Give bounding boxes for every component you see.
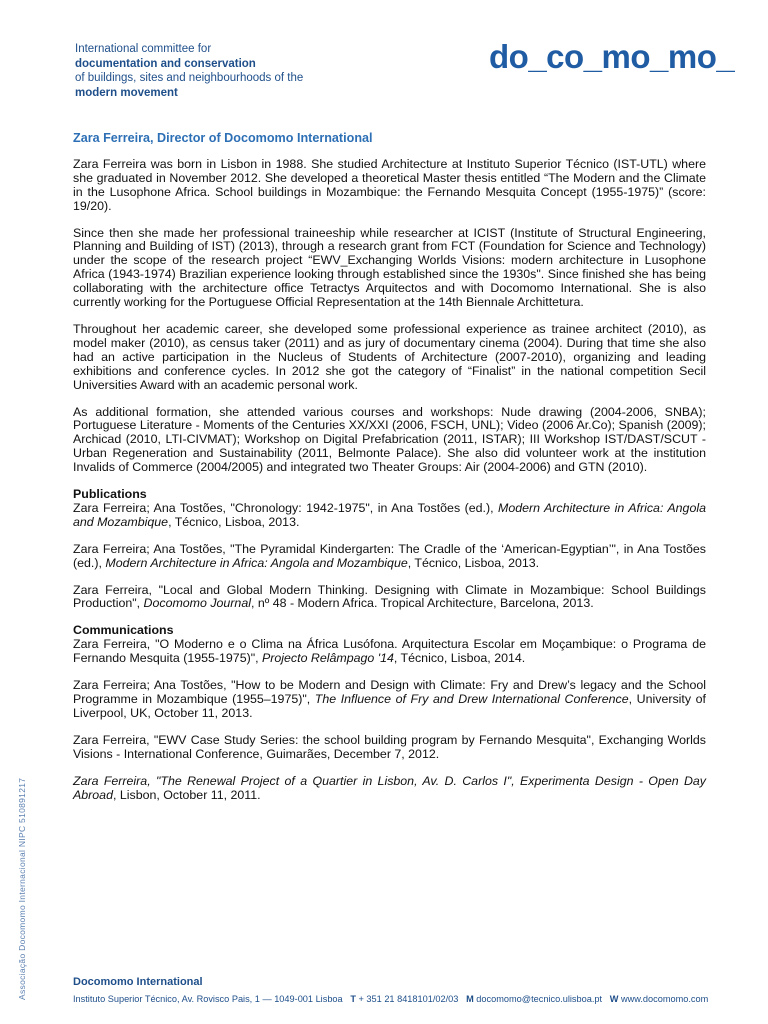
tagline-line-1: International committee for xyxy=(75,43,212,55)
communication-item: Zara Ferreira, "EWV Case Study Series: the school building program by Fernando Mesquita", Exchanging Worlds Visions - International Conference, Guimarães, December 7, 2012. xyxy=(73,732,706,761)
document-body xyxy=(73,132,706,815)
tagline-line-4: modern movement xyxy=(75,86,178,99)
footer-address: Instituto Superior Técnico, Av. Rovisco Pais, 1 — 1049-001 Lisboa xyxy=(73,994,343,1004)
phone-label: T xyxy=(350,994,356,1004)
bio-paragraph: Since then she made her professional traineeship while researcher at ICIST (Institute of Structural Engineering, Planning and Building of IST) (2013), through a research grant from FCT (Foundation for Science and Technology) under the scope of the research project “EWV_Exchanging Worlds Visions: modern architecture in Lusophone Africa (1943-1974) Brazilian experience looking through established since the 1930s". Since finished she has being collaborating with the architecture office Tetractys Arquitectos and with Docomomo International. She is also currently working for the Portuguese Official Representation at the 14th Biennale Archittetura. xyxy=(73,225,706,310)
sidebar-registration-text: Associação Docomomo Internacional NIPC 510891217 xyxy=(17,777,27,1000)
publication-item: Zara Ferreira; Ana Tostões, "Chronology: 1942-1975", in Ana Tostões (ed.), Modern Architecture in Africa: Angola and Mozambique, Técnico, Lisboa, 2013. xyxy=(73,500,706,529)
email-label: M xyxy=(466,994,474,1004)
communication-item: Zara Ferreira, "The Renewal Project of a Quartier in Lisbon, Av. D. Carlos I", Experimenta Design - Open Day Abroad, Lisbon, October 11, 2011. xyxy=(73,773,706,802)
publication-item: Zara Ferreira, "Local and Global Modern Thinking. Designing with Climate in Mozambique: School Buildings Production", Docomomo Journal, nº 48 - Modern Africa. Tropical Architecture, Barcelona, 2013. xyxy=(73,582,706,611)
communication-item: Zara Ferreira, "O Moderno e o Clima na África Lusófona. Arquitectura Escolar em Moçambique: o Programa de Fernando Mesquita (1955-1975)", Projecto Relâmpago '14, Técnico, Lisboa, 2014. xyxy=(73,637,706,666)
header-tagline xyxy=(75,42,303,100)
footer-phone: + 351 21 8418101/02/03 xyxy=(358,994,459,1004)
tagline-line-3: of buildings, sites and neighbourhoods of the xyxy=(75,72,304,84)
page-title: Zara Ferreira, Director of Docomomo International xyxy=(73,131,373,145)
footer-website[interactable]: www.docomomo.com xyxy=(620,994,709,1004)
communication-item: Zara Ferreira; Ana Tostões, "How to be Modern and Design with Climate: Fry and Drew’s legacy and the School Programme in Mozambique (1955–1975)", The Influence of Fry and Drew International Conference, University of Liverpool, UK, October 11, 2013. xyxy=(73,678,706,720)
footer-contact xyxy=(73,994,708,1004)
publications-heading: Publications xyxy=(73,487,147,502)
footer-email[interactable]: docomomo@tecnico.ulisboa.pt xyxy=(476,994,603,1004)
bio-paragraph: As additional formation, she attended various courses and workshops: Nude drawing (2004-2006, SNBA); Portuguese Literature - Moments of the Centuries XX/XXI (2006, FSCH, UNL); Video (2006 Ar.Co); Spanish (2009); Archicad (2010, LTI-CIVMAT); Workshop on Digital Prefabrication (2011, ISTAR); III Workshop IST/DAST/SCUT - Urban Regeneration and Sustainability (2011, Belmonte Palace). She also did volunteer work at the institution Invalids of Commerce (2004/2005) and integrated two Theater Groups: Air (2004-2006) and GTN (2010). xyxy=(73,404,706,475)
bio-paragraph: Throughout her academic career, she developed some professional experience as trainee architect (2010), as model maker (2010), as census taker (2011) and as jury of documentary cinema (2004). During that time she also had an active participation in the Nucleus of Students of Architecture (2007-2010), organizing and leading exhibitions and conference cycles. In 2012 she got the category of “Finalist” in the national competition Secil Universities Award with an academic personal work. xyxy=(73,321,706,392)
communications-heading: Communications xyxy=(73,623,174,638)
docomomo-logo: do_co_mo_mo_ xyxy=(489,38,735,75)
publication-item: Zara Ferreira; Ana Tostões, "The Pyramidal Kindergarten: The Cradle of the ‘American-Egyptian’", in Ana Tostões (ed.), Modern Architecture in Africa: Angola and Mozambique, Técnico, Lisboa, 2013. xyxy=(73,541,706,570)
footer-title: Docomomo International xyxy=(73,976,203,988)
bio-paragraph: Zara Ferreira was born in Lisbon in 1988. She studied Architecture at Instituto Superior Técnico (IST-UTL) where she graduated in November 2012. She developed a theoretical Master thesis entitled “The Modern and the Climate in the Lusophone Africa. School buildings in Mozambique: the Fernando Mesquita Concept (1955-1975)” (score: 19/20). xyxy=(73,156,706,213)
web-label: W xyxy=(609,994,619,1004)
tagline-line-2: documentation and conservation xyxy=(75,57,256,70)
